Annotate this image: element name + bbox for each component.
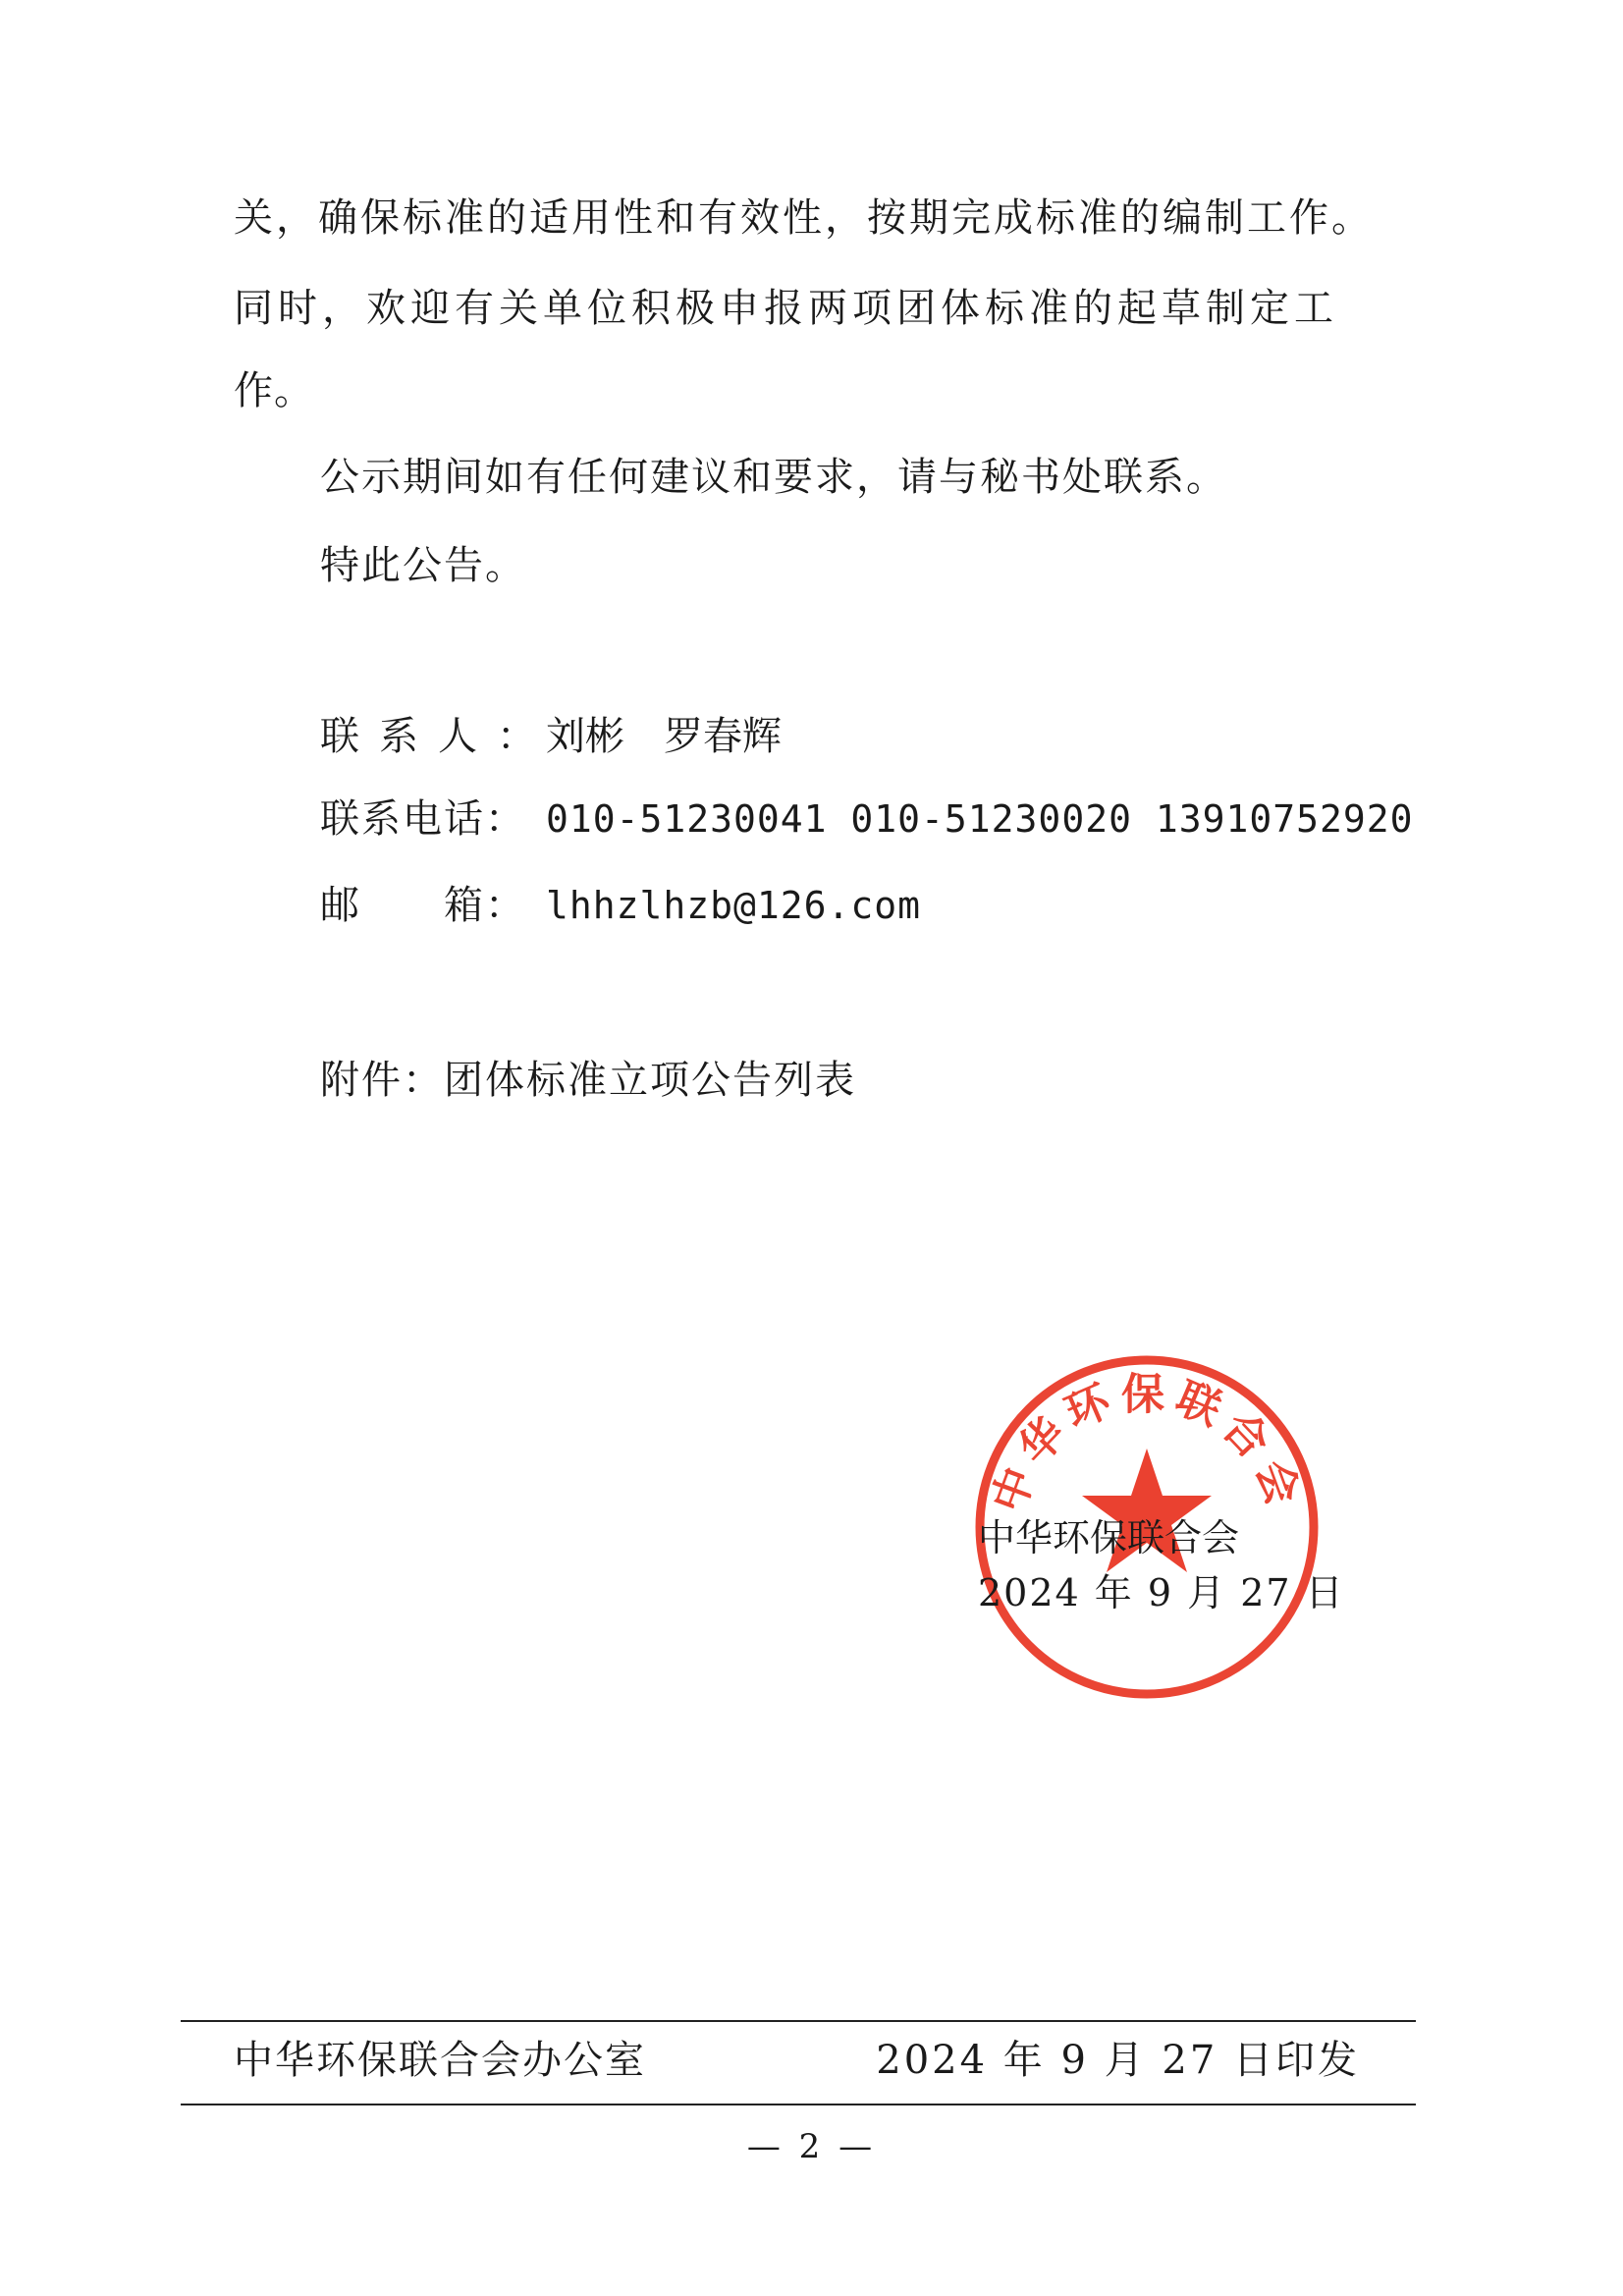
svg-text:中华环保联合会: 中华环保联合会 (983, 1369, 1311, 1519)
body-paragraph-line-3: 作。 (234, 368, 314, 413)
contact-phone-label: 联系电话： (320, 796, 526, 842)
announcement-closing: 特此公告。 (320, 543, 526, 588)
contact-email-value: lhhzlhzb@126.com (546, 884, 922, 927)
contact-phone-value: 010-51230041 010-51230020 13910752920 (546, 797, 1414, 841)
footer-top-rule (181, 2020, 1416, 2022)
body-paragraph-line-2: 同时，欢迎有关单位积极申报两项团体标准的起草制定工 (234, 286, 1338, 331)
feedback-notice: 公示期间如有任何建议和要求，请与秘书处联系。 (320, 455, 1227, 500)
contact-person-label: 联系人： (320, 714, 556, 759)
footer-issuer: 中华环保联合会办公室 (234, 2038, 646, 2083)
signature-block (978, 1510, 1345, 1620)
contact-email-label: 邮 箱： (320, 883, 526, 928)
contact-person-value: 刘彬 罗春辉 (546, 714, 782, 759)
attachment-note: 附件：团体标准立项公告列表 (320, 1058, 856, 1103)
body-paragraph-line-1: 关，确保标准的适用性和有效性，按期完成标准的编制工作。 (234, 195, 1374, 241)
footer-bottom-rule (181, 2104, 1416, 2105)
signature-date: 2024 年 9 月 27 日 (978, 1571, 1345, 1614)
contact-person-row (320, 713, 782, 760)
page-number: — 2 — (746, 2127, 877, 2166)
signature-org: 中华环保联合会 (978, 1516, 1240, 1559)
contact-email-row (320, 882, 921, 929)
footer-issue-date: 2024 年 9 月 27 日印发 (876, 2038, 1360, 2083)
contact-phone-row (320, 795, 1413, 843)
